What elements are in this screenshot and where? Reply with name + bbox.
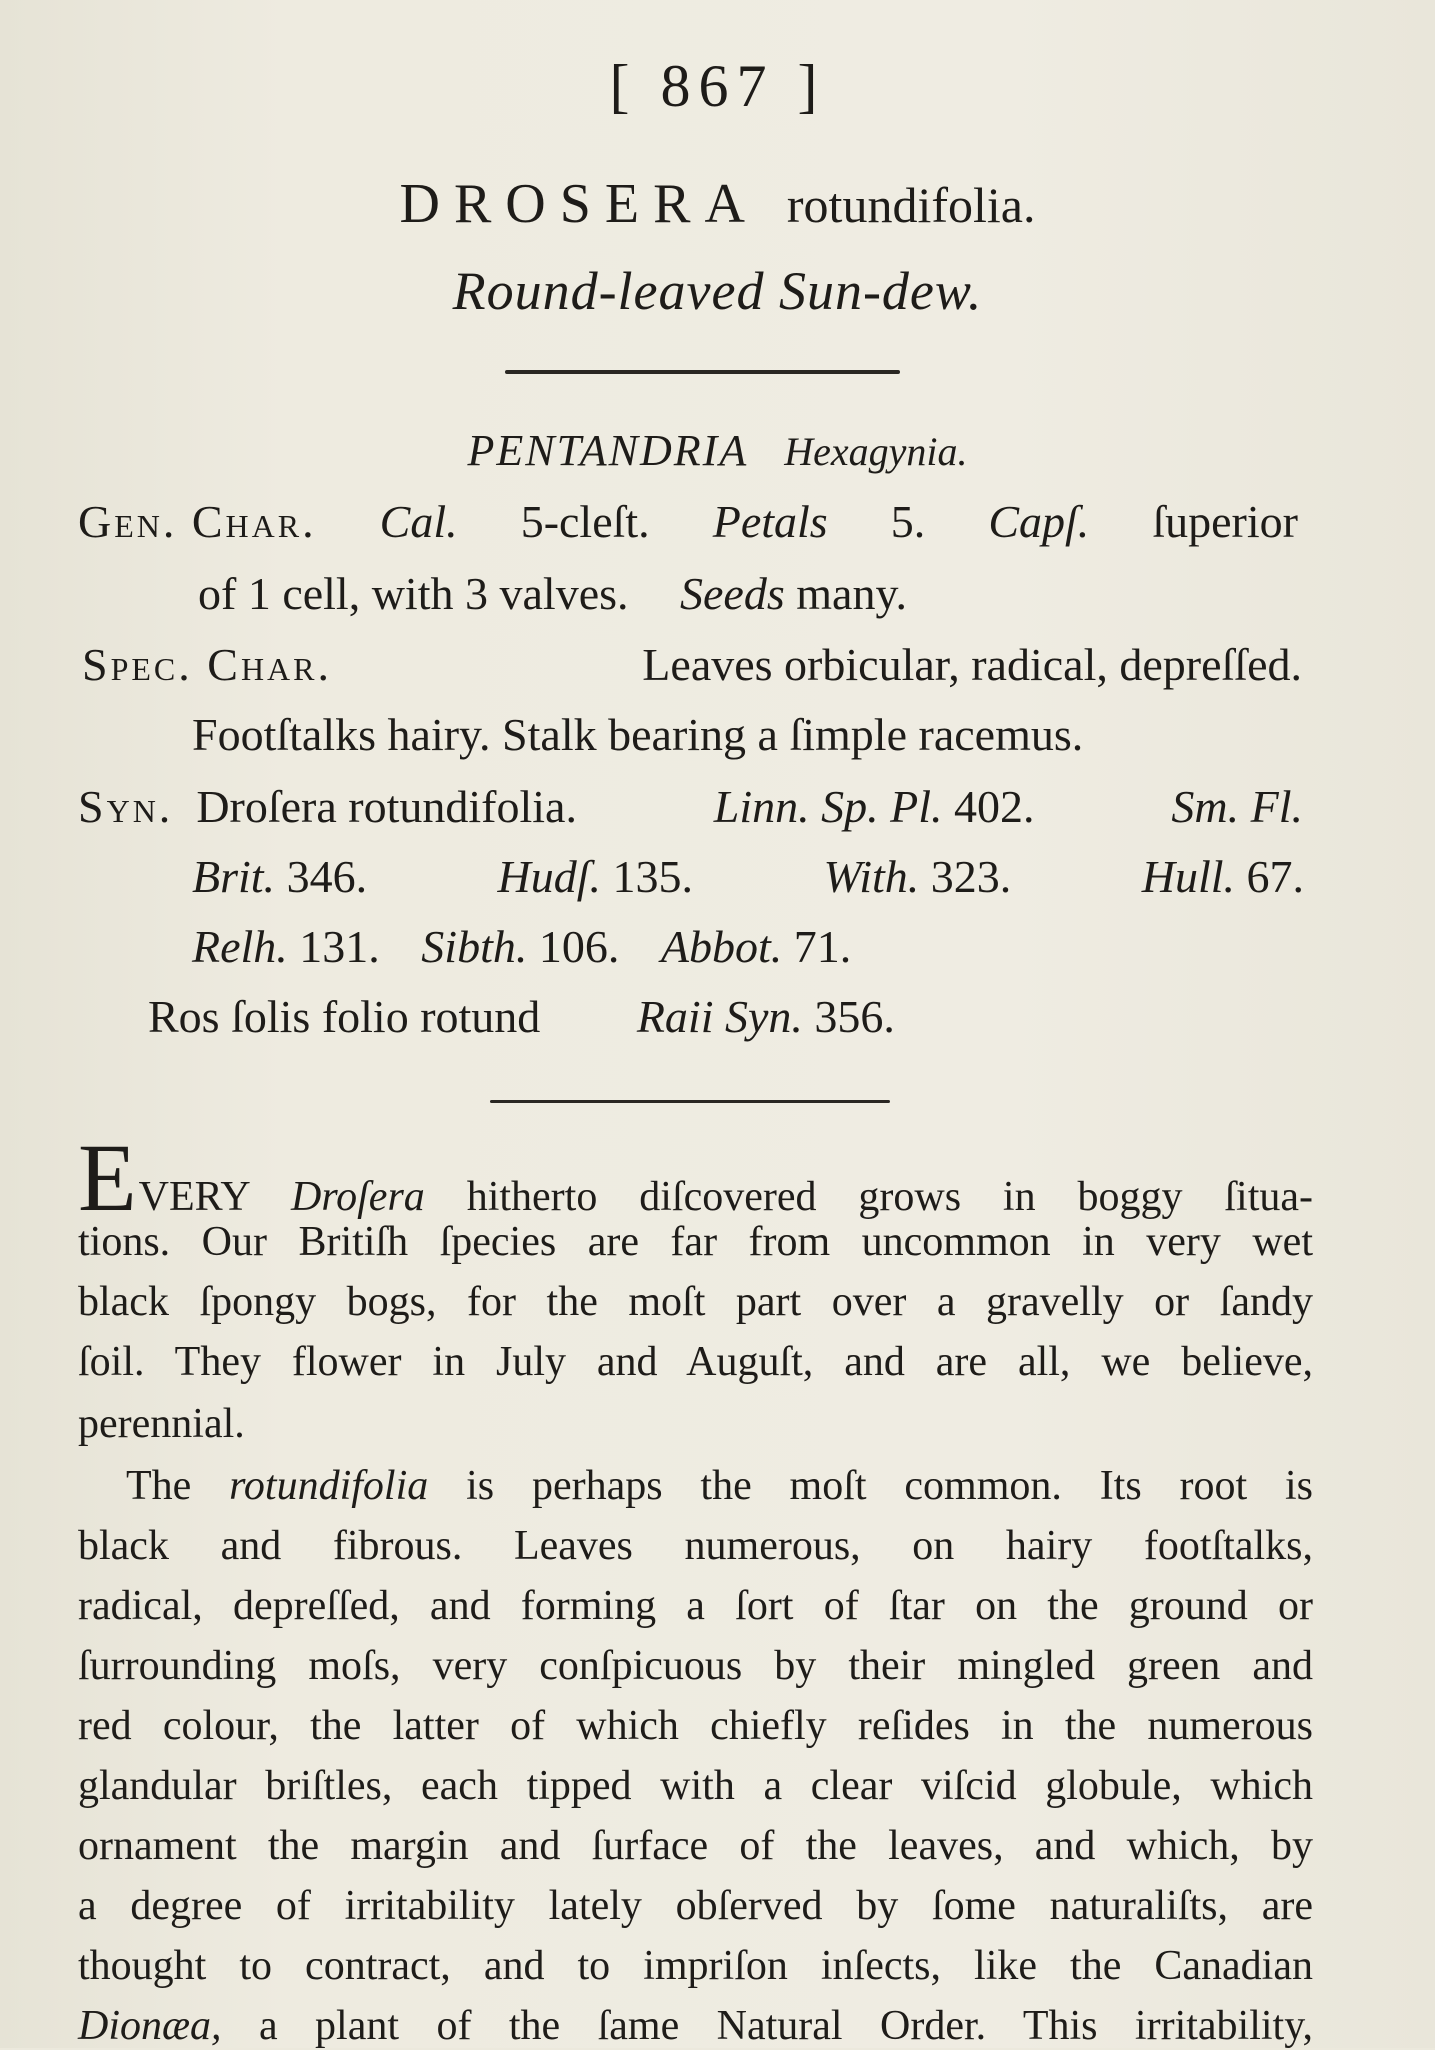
spec-char-line-1 (82, 638, 1302, 691)
plant-title (0, 172, 1435, 236)
body-line: EVERY Droſera hitherto diſcovered grows in boggy ſitua- (78, 1124, 1314, 1231)
genus-name: DROSERA (399, 173, 759, 235)
body-line: ſurrounding moſs, very conſpicuous by their mingled green and (78, 1643, 1313, 1689)
syn-num: 402. (954, 781, 1035, 832)
syn-ref: Abbot. (660, 921, 783, 972)
gen-char-value: 5. (890, 496, 926, 547)
syn-num: 131. (299, 921, 380, 972)
syn-ref: Hull. (1141, 851, 1235, 902)
gen-char-line-2 (198, 567, 907, 620)
body-line: thought to contract, and to impriſon inſects, like the Canadian (78, 1943, 1313, 1989)
gen-char-value: 5-cleſt. (520, 496, 650, 547)
syn-num: 135. (612, 851, 693, 902)
gen-char-term: Cal. (379, 496, 458, 547)
syn-text: Ros ſolis folio rotund (148, 991, 541, 1042)
body-line: tions. Our Britiſh ſpecies are far from uncommon in very wet (78, 1219, 1313, 1265)
syn-ref: With. (823, 851, 920, 902)
syn-ref: Raii Syn. (636, 991, 803, 1042)
syn-ref: Relh. (192, 921, 288, 972)
syn-num: 346. (286, 851, 368, 902)
syn-num: 323. (930, 851, 1012, 902)
linnaean-classification (0, 425, 1435, 476)
spec-char-text: Leaves orbicular, radical, depreſſed. (642, 639, 1302, 690)
body-line: ornament the margin and ſurface of the leaves, and which, by (78, 1823, 1313, 1869)
body-line: perennial. (78, 1401, 245, 1447)
spec-char-line-2: Footſtalks hairy. Stalk bearing a ſimple racemus. (192, 709, 1084, 760)
syn-ref: Sibth. (421, 921, 528, 972)
syn-num: 356. (814, 991, 895, 1042)
gen-char-value: many. (796, 568, 907, 619)
syn-ref: Linn. Sp. Pl. (713, 781, 943, 832)
syn-num: 71. (793, 921, 852, 972)
syn-ref: Sm. Fl. (1171, 781, 1303, 832)
body-line: Dionæa, a plant of the ſame Natural Order. This irritability, (78, 2003, 1313, 2049)
syn-line-3 (192, 920, 851, 973)
body-line: red colour, the latter of which chiefly reſides in the numerous (78, 1703, 1313, 1749)
syn-line-2 (192, 850, 1304, 903)
body-line: radical, depreſſed, and forming a ſort of ſtar on the ground or (78, 1583, 1313, 1629)
order-name: Hexagynia. (784, 429, 968, 474)
page-number: [ 867 ] (609, 53, 826, 119)
common-name: Round-leaved Sun-dew. (452, 261, 983, 321)
syn-line-1 (78, 780, 1303, 833)
gen-char-term: Petals (712, 496, 828, 547)
spec-char-label: Spec. Char. (82, 639, 333, 690)
syn-ref: Hudſ. (497, 851, 601, 902)
gen-char-line-1 (78, 495, 1298, 548)
divider-rule-bottom (490, 1100, 890, 1103)
gen-char-value: ſuperior (1152, 496, 1298, 547)
syn-label: Syn. (78, 781, 174, 832)
body-line: black ſpongy bogs, for the moſt part over a gravelly or ſandy (78, 1279, 1313, 1325)
body-line: glandular briſtles, each tipped with a clear viſcid globule, which (78, 1763, 1313, 1809)
drop-cap: E (78, 1124, 137, 1231)
species-name: rotundifolia. (786, 177, 1036, 233)
gen-char-term: Seeds (680, 568, 785, 619)
syn-num: 106. (538, 921, 620, 972)
syn-ref: Brit. (192, 851, 276, 902)
body-line: black and fibrous. Leaves numerous, on hairy footſtalks, (78, 1523, 1313, 1569)
syn-num: 67. (1246, 851, 1304, 902)
body-line: ſoil. They flower in July and Auguſt, and are all, we believe, (78, 1339, 1313, 1385)
class-name: PENTANDRIA (467, 426, 749, 475)
gen-char-label: Gen. Char. (78, 496, 317, 547)
body-line: The rotundifolia is perhaps the moſt common. Its root is (126, 1463, 1314, 1509)
syn-line-4 (148, 990, 895, 1043)
divider-rule-top (505, 370, 900, 374)
gen-char-text: of 1 cell, with 3 valves. (198, 568, 629, 619)
body-line: a degree of irritability lately obſerved by ſome naturaliſts, are (78, 1883, 1313, 1929)
syn-text: Droſera rotundifolia. (196, 781, 577, 832)
gen-char-term: Capſ. (988, 496, 1090, 547)
